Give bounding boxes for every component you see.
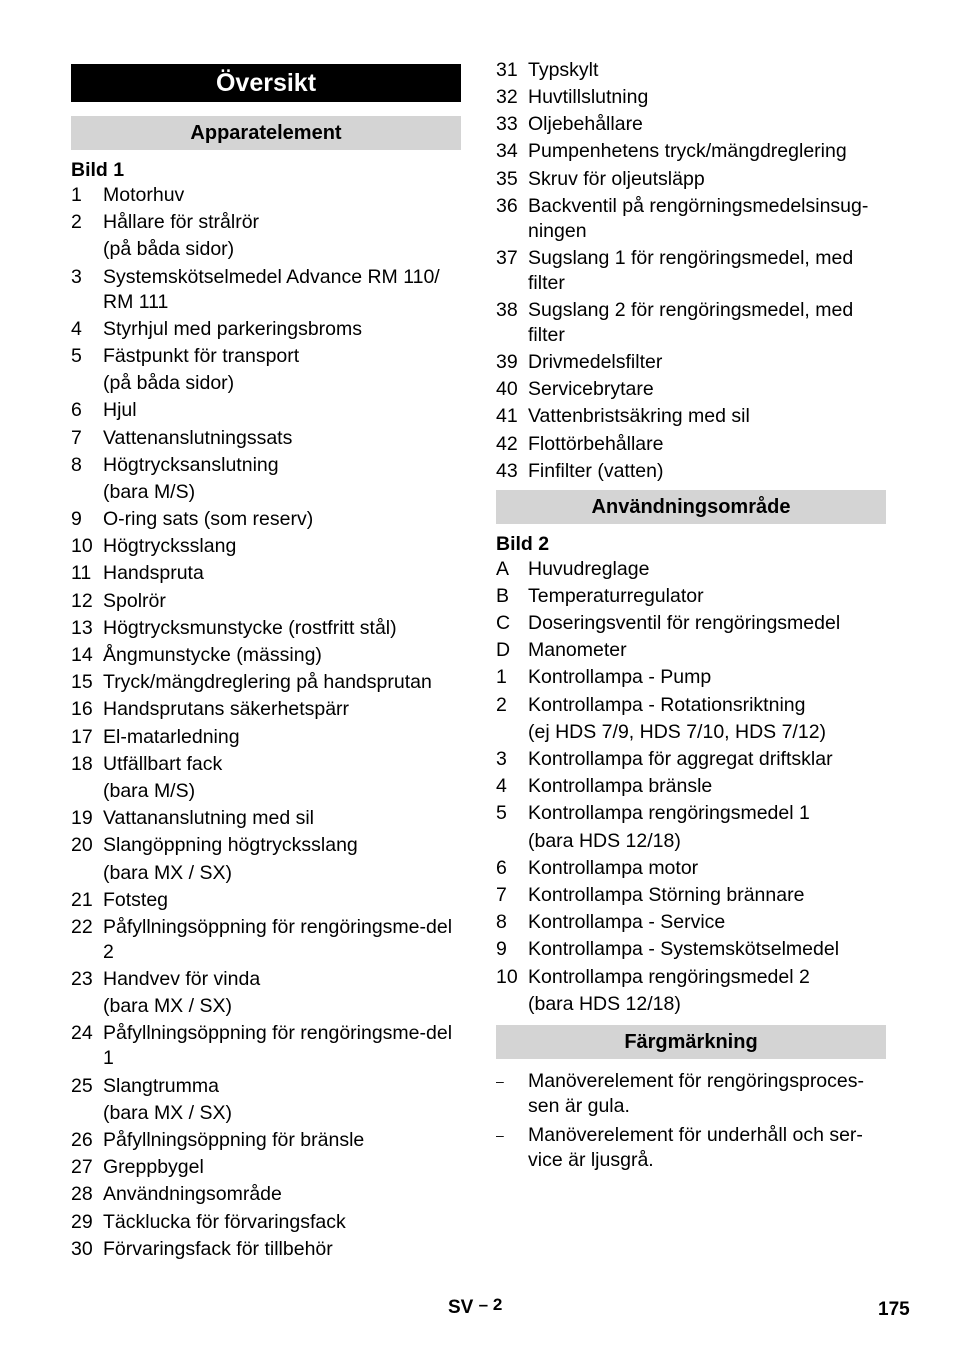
- item-text: O-ring sats (som reserv): [103, 508, 314, 531]
- item-number: 9: [71, 508, 82, 531]
- item-number: 38: [496, 298, 518, 321]
- item-text: Sugslang 2 för rengöringsmedel, med filter: [528, 298, 854, 346]
- item-number: [71, 779, 103, 804]
- item-number: [71, 371, 103, 396]
- list-item: [71, 806, 461, 831]
- item-text: Manometer: [528, 639, 627, 662]
- item-number: 8: [71, 453, 82, 476]
- item-text: Backventil på rengörningsmedelsinsug-ningen: [528, 194, 869, 242]
- item-text: Motorhuv: [103, 184, 185, 206]
- list-item: [71, 1182, 461, 1207]
- list-item: [496, 112, 886, 137]
- list-item: [71, 779, 461, 804]
- item-number: 22: [71, 915, 93, 938]
- list-item: [496, 856, 886, 881]
- item-text: Styrhjul med parkeringsbroms: [103, 317, 363, 340]
- item-text: Högtrycksmunstycke (rostfritt stål): [103, 616, 397, 639]
- control-panel-list: [496, 557, 886, 1017]
- item-text: Förvaringsfack för tillbehör: [103, 1237, 333, 1260]
- item-text: Skruv för oljeutsläpp: [528, 167, 705, 190]
- item-text: Hjul: [103, 399, 137, 422]
- list-item: [496, 350, 886, 375]
- item-text: Kontrollampa - Service: [528, 911, 726, 934]
- item-text: Sugslang 1 för rengöringsmedel, med filter: [528, 246, 854, 294]
- list-item: [71, 1155, 461, 1180]
- item-text: (bara M/S): [103, 480, 196, 503]
- list-item: [496, 298, 886, 348]
- right-column: [496, 58, 886, 1173]
- list-item: [71, 589, 461, 614]
- list-item: [71, 752, 461, 777]
- list-item: [496, 459, 886, 484]
- item-number: 33: [496, 113, 518, 136]
- item-number: 29: [71, 1210, 93, 1233]
- item-text: Handvev för vinda: [103, 968, 261, 991]
- footer-language-code: SV: [448, 1297, 474, 1318]
- item-text: Täcklucka för förvaringsfack: [103, 1210, 346, 1233]
- item-number: 37: [496, 246, 518, 269]
- list-item: [496, 85, 886, 110]
- item-number: 31: [496, 59, 518, 81]
- list-item: [71, 1101, 461, 1126]
- item-number: [71, 994, 103, 1019]
- item-number: 10: [496, 965, 518, 988]
- dash-bullet: –: [496, 1072, 504, 1089]
- item-text: (bara M/S): [103, 779, 196, 802]
- item-text: Kontrollampa - Rotationsriktning: [528, 693, 806, 716]
- item-number: B: [496, 584, 510, 607]
- list-item: [71, 210, 461, 235]
- item-text: (bara HDS 12/18): [528, 829, 681, 852]
- item-number: [496, 829, 528, 854]
- item-text: Högtrycksanslutning: [103, 453, 279, 476]
- list-item: [496, 937, 886, 962]
- item-text: Ångmunstycke (mässing): [103, 644, 322, 666]
- list-item: [71, 861, 461, 886]
- page-title: Översikt: [71, 64, 461, 102]
- item-text: El-matarledning: [103, 725, 240, 748]
- item-text: (bara MX / SX): [103, 1101, 232, 1124]
- dash-bullet: –: [496, 1126, 504, 1143]
- list-item: [71, 833, 461, 858]
- item-text: Flottörbehållare: [528, 432, 664, 455]
- item-number: 25: [71, 1074, 93, 1097]
- item-text: Handspruta: [103, 562, 204, 585]
- list-item: [71, 561, 461, 586]
- item-number: 12: [71, 589, 93, 612]
- list-item: [496, 611, 886, 636]
- page-number: 175: [878, 1299, 910, 1320]
- item-number: 24: [71, 1022, 93, 1045]
- list-item: [496, 1069, 886, 1119]
- list-item: [496, 992, 886, 1017]
- item-text: Finfilter (vatten): [528, 459, 664, 482]
- item-number: 32: [496, 86, 518, 109]
- item-text: Fästpunkt för transport: [103, 344, 300, 367]
- item-number: D: [496, 639, 511, 662]
- list-item: [496, 377, 886, 402]
- list-item: [71, 616, 461, 641]
- list-item: [71, 426, 461, 451]
- item-text: Temperaturregulator: [528, 584, 704, 607]
- item-text: Spolrör: [103, 589, 166, 612]
- item-text: Kontrollampa bränsle: [528, 775, 713, 798]
- item-text: Typskylt: [528, 59, 599, 81]
- list-item: [496, 432, 886, 457]
- item-text: Greppbygel: [103, 1156, 204, 1179]
- item-number: 15: [71, 671, 93, 694]
- list-item: [71, 237, 461, 262]
- item-number: 34: [496, 140, 518, 163]
- list-item: [496, 557, 886, 582]
- item-number: 23: [71, 968, 93, 991]
- item-text: Vattenbristsäkring med sil: [528, 405, 750, 428]
- figure-label-bild2: Bild 2: [496, 532, 550, 555]
- item-text: Påfyllningsöppning för rengöringsme-del 2: [103, 915, 453, 963]
- item-text: Kontrollampa motor: [528, 856, 699, 879]
- list-item: [496, 829, 886, 854]
- component-list-right: [496, 58, 886, 484]
- list-item: [496, 693, 886, 718]
- list-item: [71, 317, 461, 342]
- list-item: [71, 1074, 461, 1099]
- list-item: [496, 194, 886, 244]
- item-text: (på båda sidor): [103, 238, 235, 261]
- item-text: Slangöppning högtrycksslang: [103, 834, 358, 857]
- list-item: [496, 584, 886, 609]
- list-item: [71, 1128, 461, 1153]
- list-item: [71, 1210, 461, 1235]
- item-text: Handsprutans säkerhetspärr: [103, 698, 350, 721]
- list-item: [71, 480, 461, 505]
- item-number: 4: [71, 317, 82, 340]
- item-number: 18: [71, 752, 93, 775]
- item-number: 20: [71, 834, 93, 857]
- item-number: 7: [71, 426, 82, 449]
- item-text: Vattenanslutningssats: [103, 426, 293, 449]
- item-text: Påfyllningsöppning för bränsle: [103, 1129, 365, 1151]
- item-text: Kontrollampa rengöringsmedel 1: [528, 802, 810, 825]
- list-item: [71, 371, 461, 396]
- item-number: 26: [71, 1129, 93, 1151]
- item-text: (på båda sidor): [103, 372, 235, 395]
- item-number: 35: [496, 167, 518, 190]
- list-item: [496, 246, 886, 296]
- item-number: 21: [71, 888, 93, 911]
- item-number: 9: [496, 938, 507, 961]
- item-number: 5: [496, 802, 507, 825]
- item-text: (bara HDS 12/18): [528, 992, 681, 1015]
- section-heading-anvandningsomrade: Användningsområde: [496, 490, 886, 524]
- item-text: (ej HDS 7/9, HDS 7/10, HDS 7/12): [528, 720, 827, 743]
- item-number: 6: [71, 399, 82, 422]
- figure-label-bild1: Bild 1: [71, 159, 125, 181]
- item-number: [71, 237, 103, 262]
- list-item: [71, 183, 461, 208]
- item-number: 2: [496, 693, 507, 716]
- item-text: (bara MX / SX): [103, 861, 232, 884]
- item-number: 5: [71, 344, 82, 367]
- item-text: Huvtillslutning: [528, 86, 649, 109]
- item-number: 14: [71, 644, 93, 666]
- item-text: Kontrollampa rengöringsmedel 2: [528, 965, 810, 988]
- item-text: Slangtrumma: [103, 1074, 219, 1097]
- list-item: [496, 58, 886, 83]
- list-item: [496, 883, 886, 908]
- item-number: 10: [71, 535, 93, 558]
- item-number: C: [496, 612, 511, 635]
- item-number: 27: [71, 1156, 93, 1179]
- list-item: [496, 774, 886, 799]
- item-number: 17: [71, 725, 93, 748]
- item-text: Fotsteg: [103, 888, 169, 911]
- list-item: [71, 398, 461, 423]
- item-number: 30: [71, 1237, 93, 1260]
- list-item: [496, 139, 886, 164]
- list-item: [496, 910, 886, 935]
- item-number: 40: [496, 378, 518, 401]
- item-text: Huvudreglage: [528, 557, 650, 580]
- left-column: [71, 58, 461, 1264]
- item-text: Kontrollampa för aggregat driftsklar: [528, 748, 833, 770]
- item-number: [496, 720, 528, 745]
- item-number: 16: [71, 698, 93, 721]
- item-number: 36: [496, 194, 518, 217]
- item-text: Kontrollampa - Pump: [528, 666, 712, 689]
- item-text: Manöverelement för rengöringsproces-sen är gula.: [528, 1069, 864, 1117]
- item-text: Manöverelement för underhåll och ser-vice är ljusgrå.: [528, 1123, 863, 1171]
- list-item: [496, 965, 886, 990]
- section-heading-apparatelement: Apparatelement: [71, 116, 461, 150]
- list-item: [496, 167, 886, 192]
- item-number: 11: [71, 562, 92, 585]
- item-text: Tryck/mängdreglering på handsprutan: [103, 671, 432, 694]
- list-item: [71, 670, 461, 695]
- list-item: [71, 967, 461, 992]
- item-number: [71, 861, 103, 886]
- item-text: Kontrollampa Störning brännare: [528, 883, 805, 906]
- item-text: Servicebrytare: [528, 378, 654, 401]
- item-text: Hållare för strålrör: [103, 211, 260, 234]
- list-item: [71, 994, 461, 1019]
- item-number: 19: [71, 807, 93, 830]
- footer-language: [448, 1297, 502, 1319]
- item-number: [496, 992, 528, 1017]
- item-text: Pumpenhetens tryck/mängdreglering: [528, 140, 847, 163]
- item-number: [71, 480, 103, 505]
- list-item: [71, 265, 461, 315]
- list-item: [71, 453, 461, 478]
- item-text: Drivmedelsfilter: [528, 351, 663, 374]
- item-number: 3: [71, 265, 82, 288]
- list-item: [71, 344, 461, 369]
- item-number: 28: [71, 1183, 93, 1206]
- item-number: [71, 1101, 103, 1126]
- item-number: 6: [496, 856, 507, 879]
- item-text: Högtrycksslang: [103, 535, 237, 558]
- list-item: [71, 1021, 461, 1071]
- list-item: [496, 747, 886, 772]
- list-item: [71, 915, 461, 965]
- list-item: [71, 1237, 461, 1262]
- list-item: [71, 888, 461, 913]
- item-text: Kontrollampa - Systemskötselmedel: [528, 938, 840, 961]
- item-text: Oljebehållare: [528, 113, 643, 136]
- item-text: Vattananslutning med sil: [103, 807, 315, 830]
- item-text: Systemskötselmedel Advance RM 110/ RM 111: [103, 265, 440, 313]
- list-item: [496, 720, 886, 745]
- list-item: [496, 801, 886, 826]
- item-text: Påfyllningsöppning för rengöringsme-del 1: [103, 1022, 453, 1070]
- item-number: 8: [496, 911, 507, 934]
- section-heading-fargmarkning: Färgmärkning: [496, 1025, 886, 1059]
- color-coding-list: [496, 1069, 886, 1173]
- item-number: 13: [71, 616, 93, 639]
- item-number: 7: [496, 883, 507, 906]
- item-text: Användningsområde: [103, 1183, 282, 1206]
- list-item: [71, 643, 461, 668]
- component-list-left: [71, 183, 461, 1262]
- item-number: A: [496, 557, 510, 580]
- list-item: [71, 507, 461, 532]
- list-item: [71, 725, 461, 750]
- list-item: [496, 638, 886, 663]
- list-item: [71, 697, 461, 722]
- item-text: Utfällbart fack: [103, 752, 223, 775]
- item-number: 1: [71, 184, 82, 206]
- item-number: 4: [496, 775, 507, 798]
- item-number: 43: [496, 459, 518, 482]
- item-number: 41: [496, 405, 518, 428]
- item-number: 42: [496, 432, 518, 455]
- list-item: [71, 534, 461, 559]
- item-number: 2: [71, 211, 82, 234]
- list-item: [496, 665, 886, 690]
- item-text: (bara MX / SX): [103, 995, 232, 1018]
- item-number: 1: [496, 666, 507, 689]
- item-number: 3: [496, 748, 507, 770]
- list-item: [496, 404, 886, 429]
- footer-section-page: – 2: [478, 1295, 503, 1314]
- item-text: Doseringsventil för rengöringsmedel: [528, 612, 841, 635]
- list-item: [496, 1123, 886, 1173]
- item-number: 39: [496, 351, 518, 374]
